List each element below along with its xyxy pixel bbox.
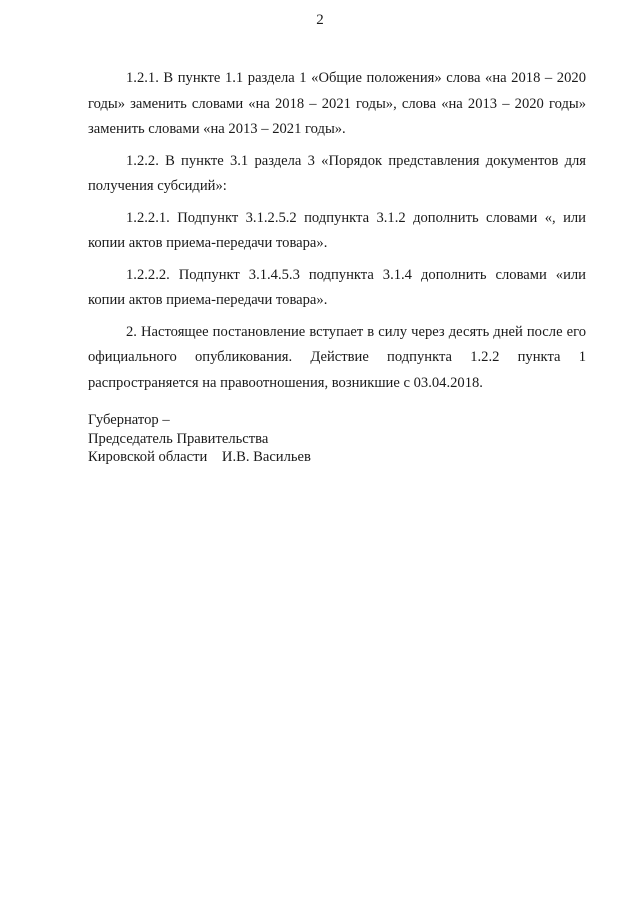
paragraph-2: 2. Настоящее постановление вступает в силу через десять дней после его официального опубликования. Действие подпункта 1.2.2 пункта 1 распространяется на правоотношения, возникшие с 03.04.2018. bbox=[88, 323, 586, 391]
paragraph-1-2-1: 1.2.1. В пункте 1.1 раздела 1 «Общие положения» слова «на 2018 – 2020 годы» заменить словами «на 2018 – 2021 годы», слова «на 2013 – 2020 годы» заменить словами «на 2013 – 2021 годы». bbox=[88, 70, 586, 137]
signature-name-line: Кировской области И.В. Васильев bbox=[88, 449, 311, 465]
signature-block bbox=[88, 411, 311, 467]
paragraph-1-2-2-1: 1.2.2.1. Подпункт 3.1.2.5.2 подпункта 3.1.2 дополнить словами «, или копии актов приема-передачи товара». bbox=[88, 209, 586, 251]
paragraph-1-2-2: 1.2.2. В пункте 3.1 раздела 3 «Порядок представления документов для получения субсидий»: bbox=[88, 152, 586, 194]
signature-position-line: Председатель Правительства bbox=[88, 430, 269, 447]
signature-title-line: Губернатор – bbox=[88, 412, 170, 428]
paragraph-1-2-2-2: 1.2.2.2. Подпункт 3.1.4.5.3 подпункта 3.1.4 дополнить словами «или копии актов приема-передачи товара». bbox=[88, 266, 586, 308]
document-body bbox=[88, 66, 586, 402]
page-number: 2 bbox=[316, 12, 324, 28]
